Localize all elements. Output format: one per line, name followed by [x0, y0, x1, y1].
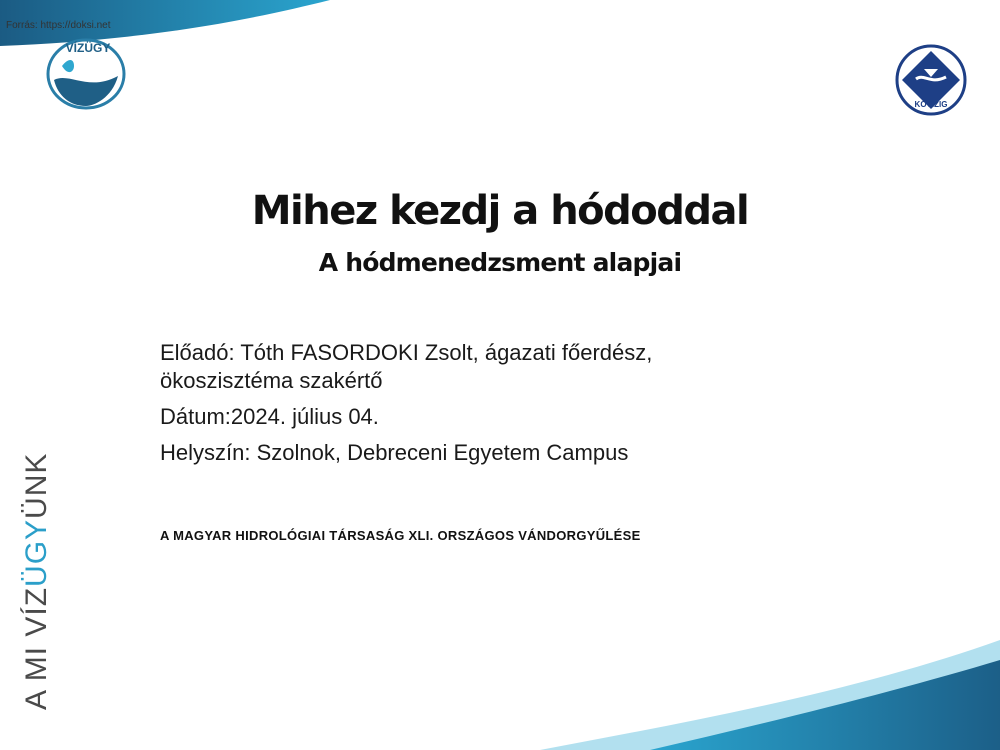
event-name: A MAGYAR HIDROLÓGIAI TÁRSASÁG XLI. ORSZÁGOS VÁNDORGYŰLÉSE	[160, 528, 641, 543]
side-slogan-accent: ÜGY	[20, 518, 53, 587]
vizugy-logo-text: VÍZÜGY	[65, 41, 111, 55]
presentation-info	[160, 339, 840, 467]
date-line: Dátum:2024. július 04.	[160, 404, 379, 429]
slide-title: Mihez kezdj a hódoddal	[251, 188, 749, 234]
speaker-line-2: ökoszisztéma szakértő	[160, 368, 383, 393]
kovizig-logo	[894, 43, 968, 117]
side-slogan-part1: A MI VÍZ	[20, 586, 53, 710]
vizugy-logo-icon	[44, 36, 128, 110]
kovizig-logo-icon	[894, 43, 968, 117]
vizugy-logo	[44, 36, 128, 110]
location-line: Helyszín: Szolnok, Debreceni Egyetem Campus	[160, 440, 629, 465]
source-note: Forrás: https://doksi.net	[6, 20, 111, 31]
side-slogan-part2: ÜNK	[20, 452, 53, 519]
speaker-line-1: Előadó: Tóth FASORDOKI Zsolt, ágazati főerdész,	[160, 340, 653, 365]
side-slogan	[20, 453, 54, 710]
kovizig-logo-text: KÖVIZIG	[914, 100, 948, 109]
slide-subtitle: A hódmenedzsment alapjai	[318, 248, 682, 277]
